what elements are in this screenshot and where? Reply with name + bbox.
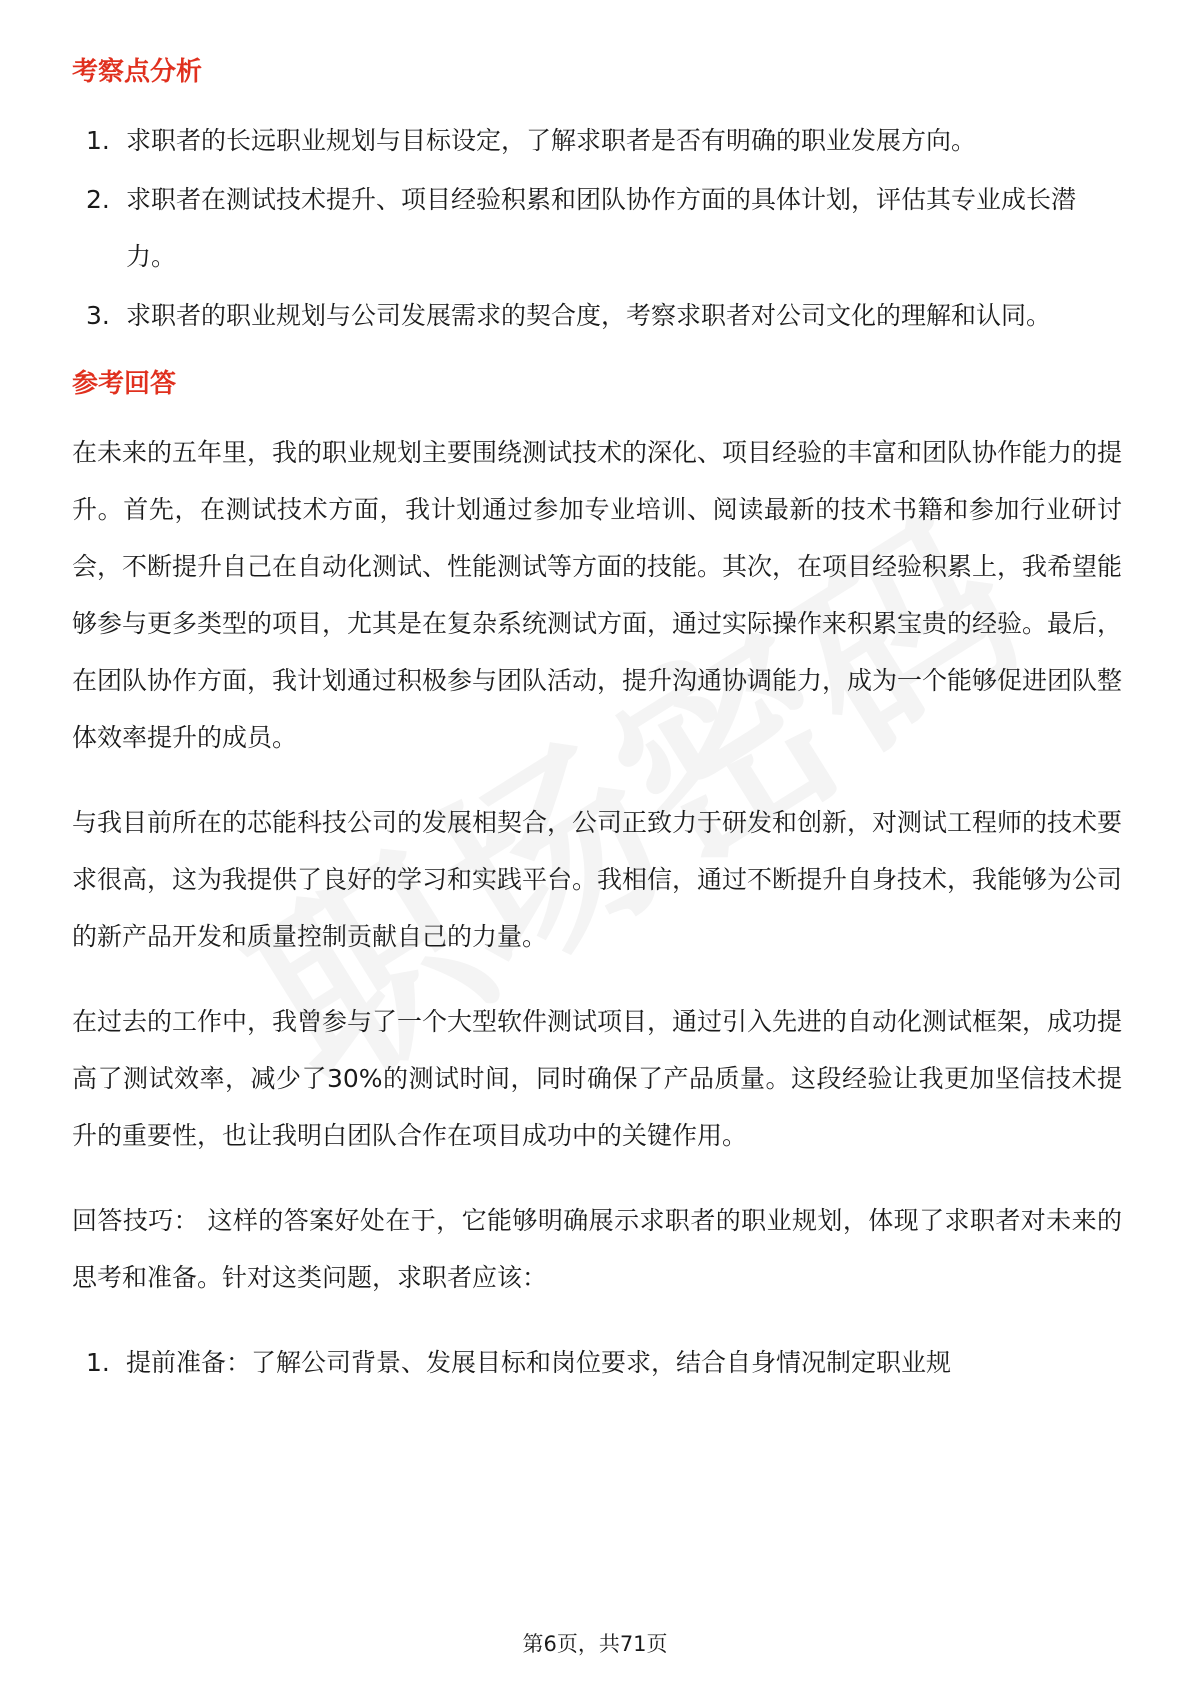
list-item-number: 1. — [86, 1348, 110, 1377]
list-item — [72, 171, 1122, 285]
list-item-number: 3. — [86, 301, 110, 330]
list-item-text: 提前准备：了解公司背景、发展目标和岗位要求，结合自身情况制定职业规 — [126, 1348, 952, 1377]
list-item-text: 求职者的职业规划与公司发展需求的契合度，考察求职者对公司文化的理解和认同。 — [126, 301, 1052, 330]
answer-paragraph: 在过去的工作中，我曾参与了一个大型软件测试项目，通过引入先进的自动化测试框架，成功提高了测试效率，减少了30%的测试时间，同时确保了产品质量。这段经验让我更加坚信技术提升的重要性，也让我明白团队合作在项目成功中的关键作用。 — [72, 1007, 1123, 1150]
list-item-number: 2. — [86, 185, 110, 214]
analysis-list — [72, 112, 1122, 344]
page-content — [72, 48, 1122, 1407]
answer-paragraph: 与我目前所在的芯能科技公司的发展相契合，公司正致力于研发和创新，对测试工程师的技术要求很高，这为我提供了良好的学习和实践平台。我相信，通过不断提升自身技术，我能够为公司的新产品开发和质量控制贡献自己的力量。 — [72, 808, 1123, 951]
list-item-text: 求职者在测试技术提升、项目经验积累和团队协作方面的具体计划，评估其专业成长潜力。 — [126, 185, 1077, 271]
answer-paragraph: 在未来的五年里，我的职业规划主要围绕测试技术的深化、项目经验的丰富和团队协作能力的提升。首先，在测试技术方面，我计划通过参加专业培训、阅读最新的技术书籍和参加行业研讨会，不断提升自己在自动化测试、性能测试等方面的技能。其次，在项目经验积累上，我希望能够参与更多类型的项目，尤其是在复杂系统测试方面，通过实际操作来积累宝贵的经验。最后，在团队协作方面，我计划通过积极参与团队活动，提升沟通协调能力，成为一个能够促进团队整体效率提升的成员。 — [72, 438, 1123, 752]
tips-list — [72, 1334, 1122, 1391]
list-item — [72, 287, 1122, 344]
answer-tips-paragraph: 回答技巧： 这样的答案好处在于，它能够明确展示求职者的职业规划，体现了求职者对未来的思考和准备。针对这类问题，求职者应该： — [72, 1206, 1122, 1292]
section-heading-analysis: 考察点分析 — [72, 57, 203, 87]
list-item — [72, 1334, 1122, 1391]
list-item-text: 求职者的长远职业规划与目标设定，了解求职者是否有明确的职业发展方向。 — [126, 126, 977, 155]
section-heading-reference-answer: 参考回答 — [72, 369, 177, 399]
list-item — [72, 112, 1122, 169]
page-footer: 第6页，共71页 — [522, 1632, 668, 1656]
list-item-number: 1. — [86, 126, 110, 155]
